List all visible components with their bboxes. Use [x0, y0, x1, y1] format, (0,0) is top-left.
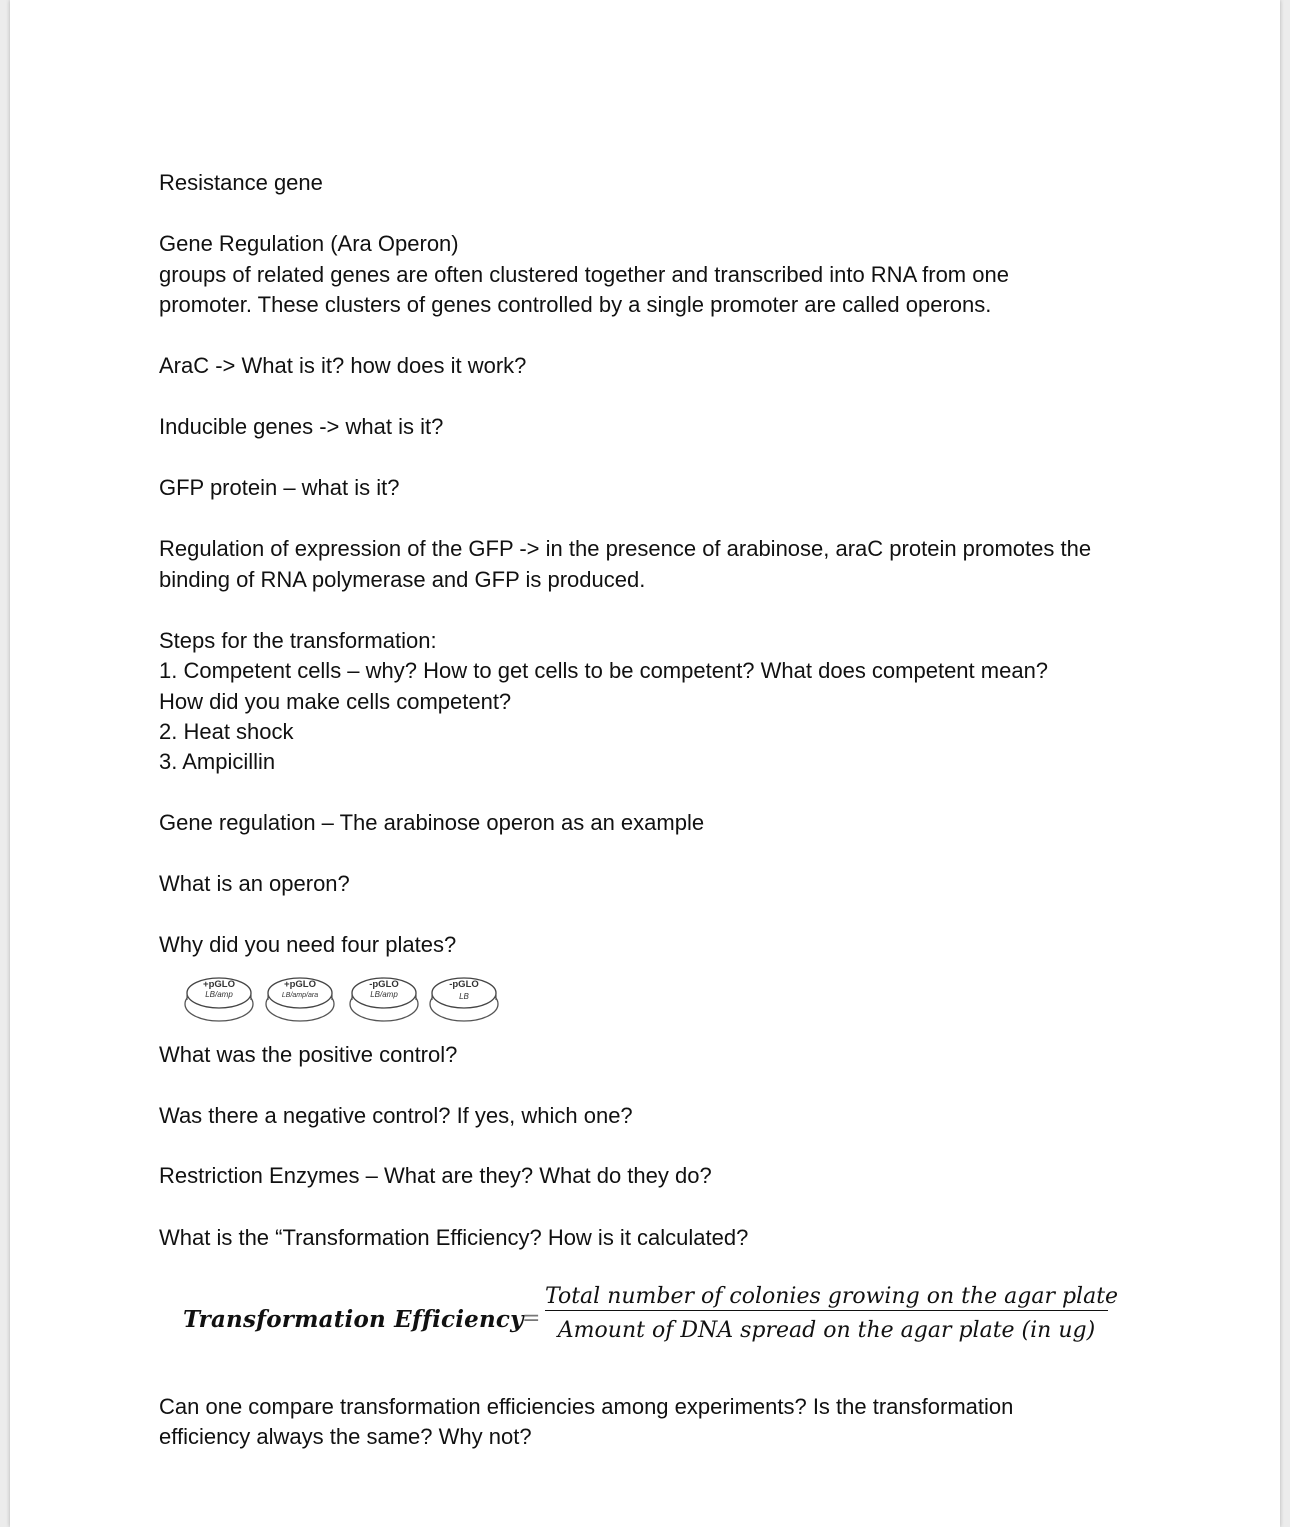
compare-efficiency-line-1: Can one compare transformation efficiencies among experiments? Is the transformation — [159, 1394, 1014, 1419]
restriction-enzymes-question: Restriction Enzymes – What are they? What do they do? — [159, 1163, 712, 1188]
plate-4 — [430, 978, 498, 1021]
step-2: 2. Heat shock — [159, 719, 294, 744]
plate-2-label: +pGLO — [284, 979, 316, 990]
plate-1-label: +pGLO — [203, 979, 235, 990]
arac-question: AraC -> What is it? how does it work? — [159, 353, 527, 378]
petri-plates-illustration — [174, 966, 504, 1026]
operon-definition-line-2: promoter. These clusters of genes controlled by a single promoter are called operons. — [159, 292, 992, 317]
plate-3 — [350, 978, 418, 1021]
plate-1-medium: LB/amp — [205, 990, 233, 999]
heading-gene-regulation: Gene Regulation (Ara Operon) — [159, 231, 459, 256]
positive-control-question: What was the positive control? — [159, 1042, 458, 1067]
plate-2-medium: LB/amp/ara — [281, 992, 319, 999]
four-plates-question: Why did you need four plates? — [159, 932, 457, 957]
step-3: 3. Ampicillin — [159, 749, 276, 774]
formula-denominator: Amount of DNA spread on the agar plate (in ug) — [557, 1318, 1096, 1343]
plate-1 — [185, 978, 253, 1021]
negative-control-question: Was there a negative control? If yes, which one? — [159, 1103, 633, 1128]
operon-question: What is an operon? — [159, 871, 350, 896]
compare-efficiency-line-2: efficiency always the same? Why not? — [159, 1424, 532, 1449]
gfp-regulation-line-1: Regulation of expression of the GFP -> in the presence of arabinose, araC protein promotes the — [159, 536, 1092, 561]
step-1-line-2: How did you make cells competent? — [159, 689, 512, 714]
gfp-question: GFP protein – what is it? — [159, 475, 400, 500]
plate-4-medium: LB — [459, 992, 469, 1001]
document-page — [10, 0, 1280, 1527]
step-1-line-1: 1. Competent cells – why? How to get cells to be competent? What does competent mean? — [159, 658, 1049, 683]
plate-3-label: -pGLO — [369, 979, 399, 990]
gfp-regulation-line-2: binding of RNA polymerase and GFP is produced. — [159, 567, 646, 592]
inducible-genes-question: Inducible genes -> what is it? — [159, 414, 444, 439]
operon-definition-line-1: groups of related genes are often clustered together and transcribed into RNA from one — [159, 262, 1009, 287]
steps-heading: Steps for the transformation: — [159, 628, 437, 653]
formula-equals: = — [522, 1306, 541, 1331]
plate-3-medium: LB/amp — [370, 990, 398, 999]
heading-resistance-gene: Resistance gene — [159, 170, 323, 195]
arabinose-operon-heading: Gene regulation – The arabinose operon as an example — [159, 810, 705, 835]
formula-numerator: Total number of colonies growing on the agar plate — [545, 1284, 1119, 1309]
transformation-efficiency-question: What is the “Transformation Efficiency? How is it calculated? — [159, 1225, 749, 1250]
transformation-efficiency-formula — [159, 1280, 1159, 1360]
plate-2 — [266, 978, 334, 1021]
formula-lhs: Transformation Efficiency — [183, 1306, 524, 1333]
plate-4-label: -pGLO — [449, 979, 479, 990]
